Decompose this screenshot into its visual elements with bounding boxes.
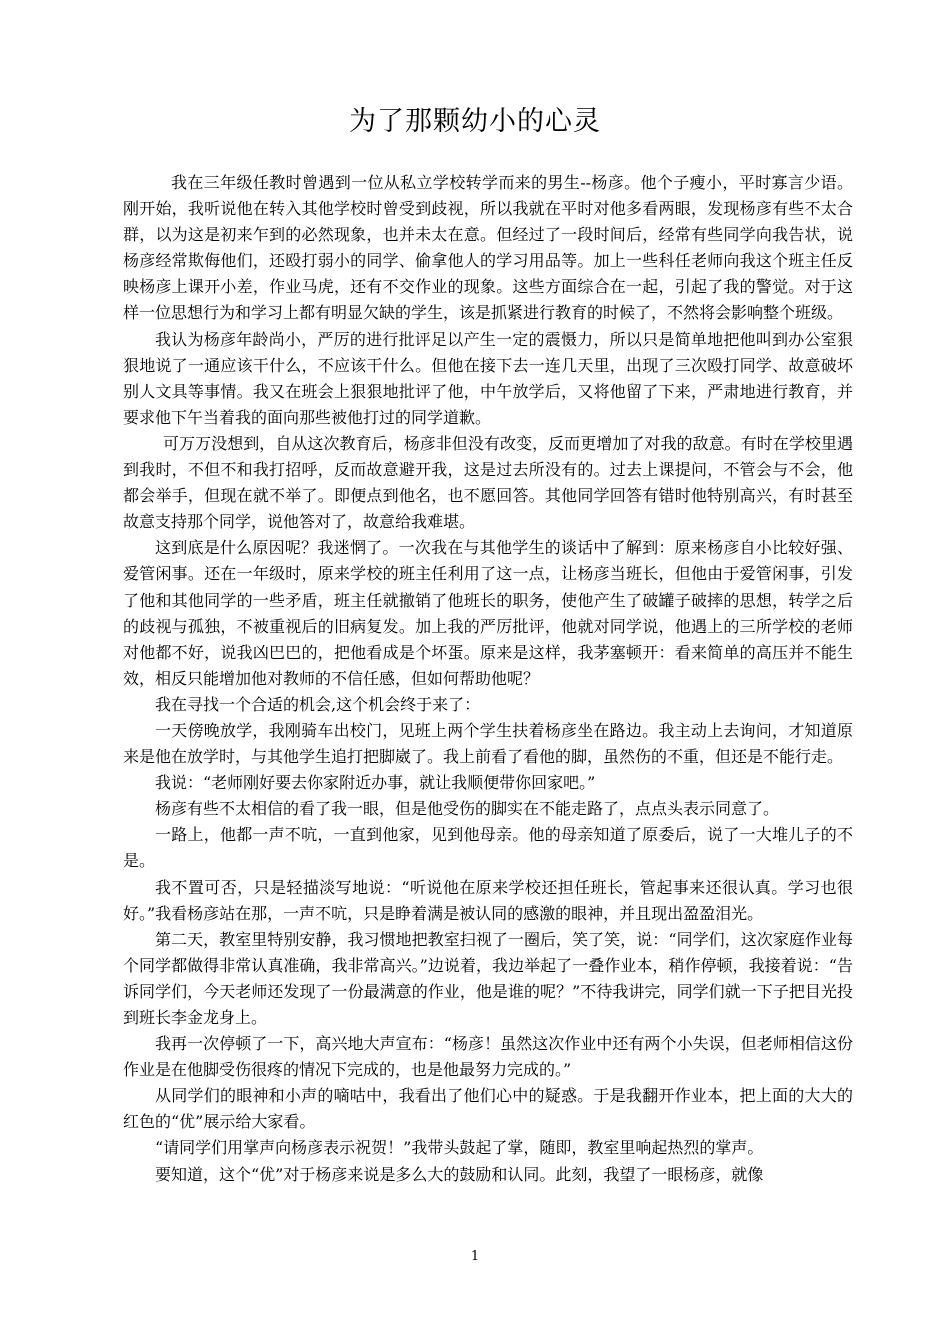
paragraph: 我说：“老师刚好要去你家附近办事，就让我顺便带你回家吧。”	[155, 773, 596, 793]
paragraph: 要知道，这个“优”对于杨彦来说是多么大的鼓励和认同。此刻，我望了一眼杨彦，就像	[155, 1164, 764, 1184]
paragraph: 我在三年级任教时曾遇到一位从私立学校转学而来的男生--杨彦。他个子瘦小，平时寡言少语。刚开始，我听说他在转入其他学校时曾受到歧视，所以我就在平时对他多看两眼，发现杨彦有些不太合群，以为这是初来乍到的必然现象，也并未太在意。但经过了一段时间后，经常有些同学向我告状，说杨彦经常欺侮他们，还殴打弱小的同学、偷拿他人的学习用品等。加上一些科任老师向我这个班主任反映杨彦上课开小差，作业马虎，还有不交作业的现象。这些方面综合在一起，引起了我的警觉。对于这样一位思想行为和学习上都有明显欠缺的学生，该是抓紧进行教育的时候了，不然将会影响整个班级。	[123, 173, 853, 323]
paragraph: “请同学们用掌声向杨彦表示祝贺！”我带头鼓起了掌，随即，教室里响起热烈的掌声。	[155, 1138, 764, 1158]
paragraph: 杨彦有些不太相信的看了我一眼，但是他受伤的脚实在不能走路了，点点头表示同意了。	[155, 799, 780, 819]
paragraph: 我在寻找一个合适的机会,这个机会终于来了：	[155, 694, 481, 714]
paragraph: 第二天，教室里特别安静，我习惯地把教室扫视了一圈后，笑了笑，说：“同学们，这次家庭作业每个同学都做得非常认真准确，我非常高兴。”边说着，我边举起了一叠作业本，稍作停顿，我接着说：“告诉同学们，今天老师还发现了一份最满意的作业，他是谁的呢？”不待我讲完，同学们就一下子把目光投到班长李金龙身上。	[123, 929, 853, 1027]
paragraph: 我认为杨彦年龄尚小，严厉的进行批评足以产生一定的震慑力，所以只是简单地把他叫到办公室狠狠地说了一通应该干什么，不应该干什么。但他在接下去一连几天里，出现了三次殴打同学、故意破坏别人文具等事情。我又在班会上狠狠地批评了他，中午放学后，又将他留了下来，严肃地进行教育，并要求他下午当着我的面向那些被他打过的同学道歉。	[123, 329, 853, 427]
paragraph: 我再一次停顿了一下，高兴地大声宣布：“杨彦！虽然这次作业中还有两个小失误，但老师相信这份作业是在他脚受伤很疼的情况下完成的，也是他最努力完成的。”	[123, 1034, 853, 1080]
paragraph: 从同学们的眼神和小声的嘀咕中，我看出了他们心中的疑惑。于是我翻开作业本，把上面的大大的红色的“优”展示给大家看。	[123, 1086, 853, 1132]
page-number: 1	[470, 1249, 480, 1264]
paragraph: 这到底是什么原因呢？我迷惘了。一次我在与其他学生的谈话中了解到：原来杨彦自小比较好强、爱管闲事。还在一年级时，原来学校的班主任利用了这一点，让杨彦当班长，但他由于爱管闲事，引发了他和其他同学的一些矛盾，班主任就撤销了他班长的职务，使他产生了破罐子破摔的思想，转学之后的歧视与孤独，不被重视后的旧病复发。加上我的严厉批评，他就对同学说，他遇上的三所学校的老师对他都不好，说我凶巴巴的，把他看成是个坏蛋。原来是这样，我茅塞顿开：看来简单的高压并不能生效，相反只能增加他对教师的不信任感，但如何帮助他呢？	[123, 538, 853, 688]
document-body	[123, 170, 853, 1188]
document-title: 为了那颗幼小的心灵	[349, 106, 601, 137]
paragraph: 可万万没想到，自从这次教育后，杨彦非但没有改变，反而更增加了对我的敌意。有时在学校里遇到我时，不但不和我打招呼，反而故意避开我，这是过去所没有的。过去上课提问，不管会与不会，他都会举手，但现在就不举了。即便点到他名，也不愿回答。其他同学回答有错时他特别高兴，有时甚至故意支持那个同学，说他答对了，故意给我难堪。	[123, 433, 853, 532]
paragraph: 我不置可否，只是轻描淡写地说：“听说他在原来学校还担任班长，管起事来还很认真。学习也很好。”我看杨彦站在那，一声不吭，只是睁着满是被认同的感激的眼神，并且现出盈盈泪光。	[123, 877, 853, 923]
paragraph: 一天傍晚放学，我刚骑车出校门，见班上两个学生扶着杨彦坐在路边。我主动上去询问，才知道原来是他在放学时，与其他学生追打把脚崴了。我上前看了看他的脚，虽然伤的不重，但还是不能行走。	[123, 720, 853, 767]
paragraph: 一路上，他都一声不吭，一直到他家，见到他母亲。他的母亲知道了原委后，说了一大堆儿子的不是。	[123, 825, 853, 871]
